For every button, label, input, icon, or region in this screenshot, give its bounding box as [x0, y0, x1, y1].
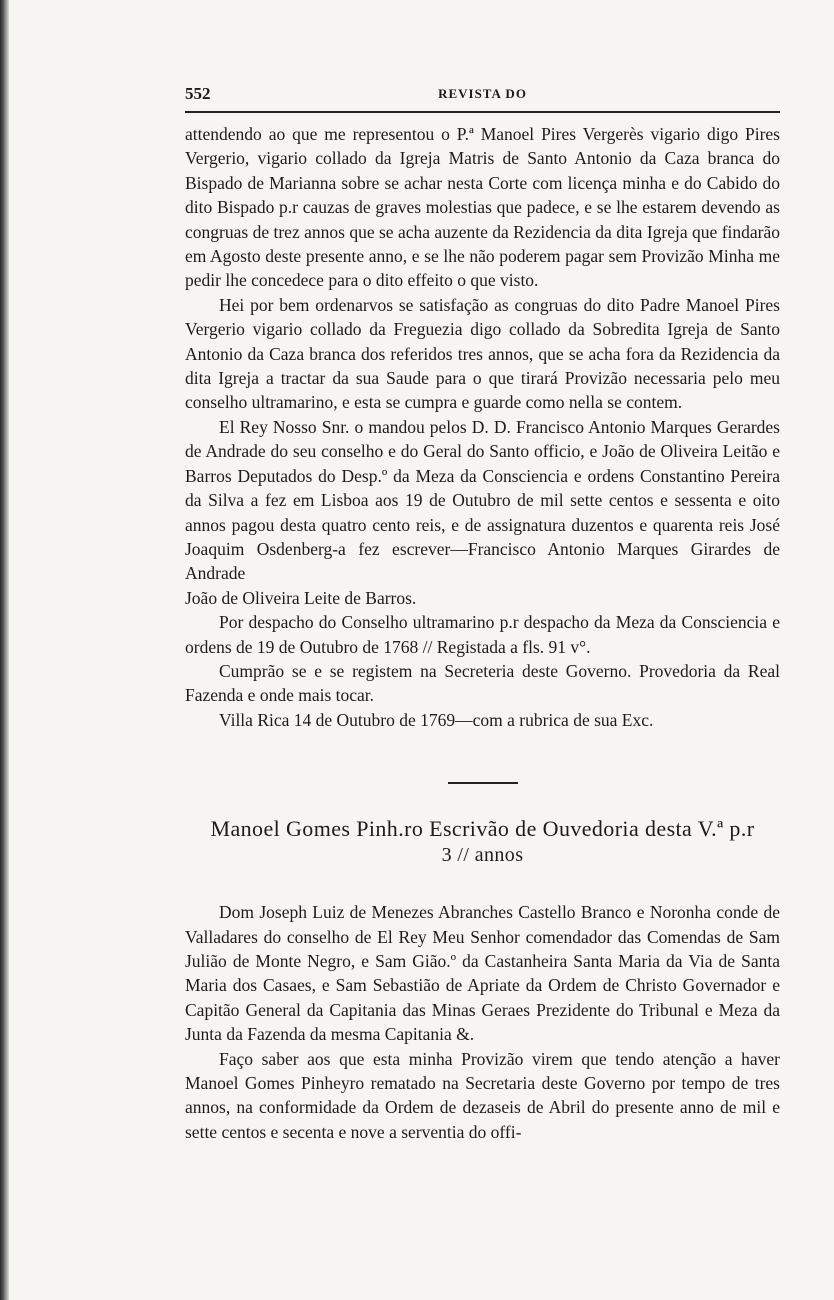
running-title: REVISTA DO: [438, 86, 527, 101]
paragraph: Cumprão se e se registem na Secreteria deste Governo. Provedoria da Real Fazenda e onde mais tocar.: [185, 660, 780, 706]
document-page: [185, 80, 780, 1144]
header-rule: [185, 111, 780, 113]
book-binding-edge: [0, 0, 9, 1300]
paragraph: Dom Joseph Luiz de Menezes Abranches Castello Branco e Noronha conde de Valladares do conselho de El Rey Meu Senhor comendador das Comendas de Sam Julião de Monte Negro, e Sam Gião.º da Castanheira Santa Maria da Via de Santa Maria dos Casaes, e Sam Sebastião de Apriate da Ordem de Christo Governador e Capitão General da Capitania das Minas Geraes Prezidente do Tribunal e Meza da Junta da Fazenda da mesma Capitania &.: [185, 902, 780, 1045]
paragraph: Por despacho do Conselho ultramarino p.r despacho da Meza da Consciencia e ordens de 19 de Outubro de 1768 // Registada a fls. 91 v°.: [185, 612, 780, 657]
paragraph: El Rey Nosso Snr. o mandou pelos D. D. Francisco Antonio Marques Gerardes de Andrade do seu conselho e do Geral do Santo officio, e João de Oliveira Leitão e Barros Deputados do Desp.º da Meza da Consciencia e ordens Constantino Pereira da Silva a fez em Lisboa aos 19 de Outubro de mil sette centos e sessenta e oito annos pagou desta quatro cento reis, e de assignatura duzentos e quarenta reis José Joaquim Osdenberg-a fez escrever—Francisco Antonio Marques Girardes de Andrade: [185, 416, 780, 584]
section-heading-line-2: 3 // annos: [441, 844, 524, 867]
section-heading: [185, 816, 780, 868]
signature-line: João de Oliveira Leite de Barros.: [185, 587, 417, 608]
paragraph: Hei por bem ordenarvos se satisfação as congruas do dito Padre Manoel Pires Vergerio vigario collado da Freguezia digo collado da Sobredita Igreja de Santo Antonio da Caza branca dos referidos tres annos, que se acha fora da Rezidencia da dita Igreja a tractar da sua Saude para o que tirará Provizão necessaria pelo meu conselho ultramarino, e esta se cumpra e guarde como nella se contem.: [185, 294, 780, 413]
running-header: [185, 80, 780, 106]
paragraph: Faço saber aos que esta minha Provizão virem que tendo atenção a haver Manoel Gomes Pinheyro rematado na Secretaria deste Governo por tempo de tres annos, na conformidade da Ordem de dezaseis de Abril do presente anno de mil e sette centos e secenta e nove a serventia do offi-: [185, 1048, 780, 1142]
provision-text: [185, 900, 780, 1144]
paragraph: attendendo ao que me representou o P.ª Manoel Pires Vergerès vigario digo Pires Vergerio, vigario collado da Igreja Matris de Santo Antonio da Caza branca do Bispado de Marianna sobre se achar nesta Corte com licença minha e do Cabido do dito Bispado p.r cauzas de graves molestias que padece, e se lhe estarem devendo as congruas de trez annos que se acha auzente da Rezidencia da dita Igreja que findarão em Agosto deste presente anno, e se lhe não poderem pagar sem Provizão Minha me pedir lhe concedece para o dito effeito o que visto.: [185, 124, 780, 291]
page-number: 552: [185, 84, 211, 103]
provision-text-continued: [185, 122, 780, 732]
paragraph: Villa Rica 14 de Outubro de 1769—com a rubrica de sua Exc.: [219, 709, 654, 730]
section-divider: [448, 782, 518, 784]
section-heading-line-1: Manoel Gomes Pinh.ro Escrivão de Ouvedoria desta V.ª p.r: [210, 816, 755, 842]
